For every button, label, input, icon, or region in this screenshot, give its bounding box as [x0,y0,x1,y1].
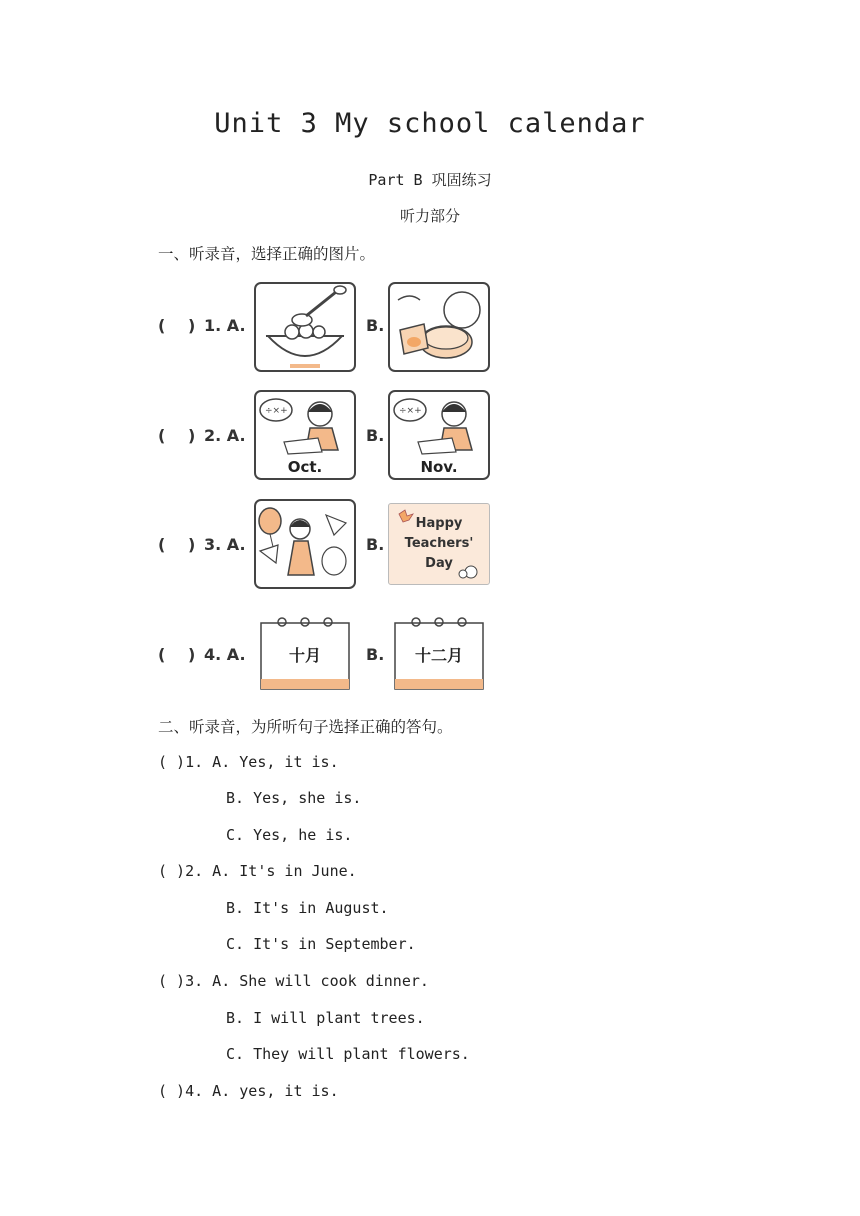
picture-question-2 [156,390,496,482]
option-b-label: B. [366,535,385,554]
month-label: Nov. [420,458,458,476]
picture-question-3 [156,499,496,591]
answer-paren-open: ( [158,535,166,554]
option-b-image[interactable] [388,503,490,585]
option-a-image[interactable] [254,390,356,480]
question-1-option-c: C. Yes, he is. [226,826,353,844]
question-3-stem: ( )3. A. She will cook dinner. [158,972,429,990]
question-number: 3. A. [204,535,246,554]
answer-paren-close: ) [188,645,196,664]
mooncake-icon [390,284,488,370]
question-2-option-b: B. It's in August. [226,899,389,917]
option-b-image[interactable] [388,282,490,372]
question-3-option-c: C. They will plant flowers. [226,1045,470,1063]
part-subtitle: Part B 巩固练习 [368,171,492,189]
option-a-image[interactable] [258,617,352,691]
option-b-image[interactable] [392,617,486,691]
option-b-label: B. [366,316,385,335]
question-1-option-b: B. Yes, she is. [226,789,362,807]
answer-paren-open: ( [158,426,166,445]
question-4-stem: ( )4. A. yes, it is. [158,1082,339,1100]
question-2-option-c: C. It's in September. [226,935,416,953]
answer-paren-close: ) [188,316,196,335]
listening-heading: 听力部分 [399,207,460,225]
option-b-label: B. [366,645,385,664]
question-3-option-b: B. I will plant trees. [226,1009,425,1027]
tangyuan-bowl-icon [256,284,354,370]
calendar-month: 十月 [288,646,321,665]
picture-question-1 [156,282,496,374]
question-number: 4. A. [204,645,246,664]
svg-text:÷×+: ÷×+ [399,406,422,416]
section1-heading: 一、听录音，选择正确的图片。 [158,245,376,263]
question-2-stem: ( )2. A. It's in June. [158,862,357,880]
option-b-image[interactable] [388,390,490,480]
answer-paren-close: ) [188,426,196,445]
answer-paren-close: ) [188,535,196,554]
greeting-card-text: Happy Teachers' Day [404,516,474,571]
answer-paren-open: ( [158,316,166,335]
page-title: Unit 3 My school calendar [214,108,646,139]
question-1-stem: ( )1. A. Yes, it is. [158,753,339,771]
month-label: Oct. [287,458,323,476]
option-a-image[interactable] [254,282,356,372]
calendar-month: 十二月 [414,646,463,665]
section2-heading: 二、听录音，为所听句子选择正确的答句。 [158,718,453,736]
answer-paren-open: ( [158,645,166,664]
question-number: 2. A. [204,426,246,445]
picture-question-4 [156,613,496,705]
svg-text:÷×+: ÷×+ [265,406,288,416]
girl-cheerleader-icon [256,501,354,587]
option-b-label: B. [366,426,385,445]
question-number: 1. A. [204,316,246,335]
option-a-image[interactable] [254,499,356,589]
